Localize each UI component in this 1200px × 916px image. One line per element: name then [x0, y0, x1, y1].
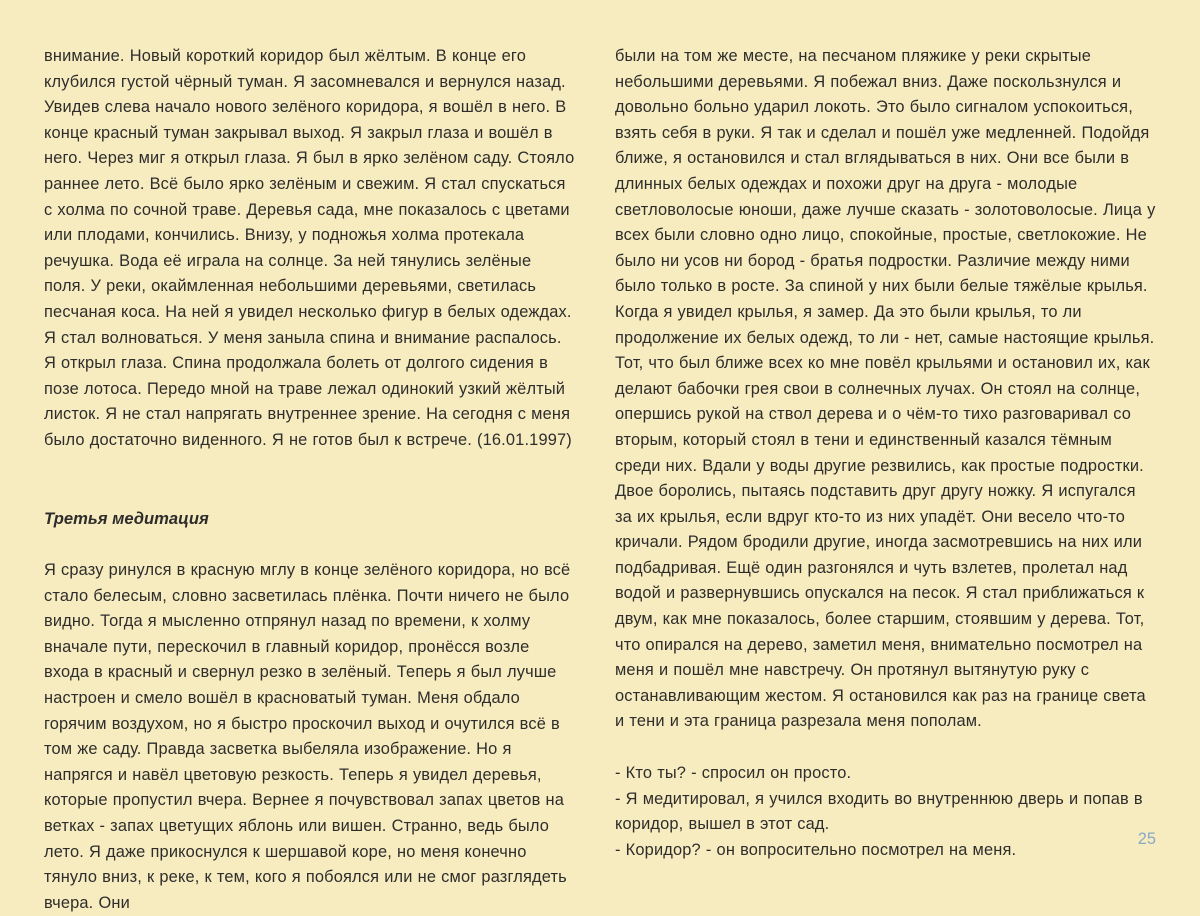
section-heading-third-meditation: Третья медитация: [44, 508, 209, 528]
left-column: [44, 44, 577, 912]
left-column-second-paragraph: Я сразу ринулся в красную мглу в конце зелёного коридора, но всё стало белесым, словно засветилась плёнка. Почти ничего не было видно. Тогда я мысленно отпрянул назад по времени, к холму вначале пути, перескочил в главный коридор, пронёсся возле входа в красный и свернул резко в зелёный. Теперь я был лучше настроен и смело вошёл в красноватый туман. Меня обдало горячим воздухом, но я быстро проскочил выход и очутился всё в том же саду. Правда засветка выбеляла изображение. Но я напрягся и навёл цветовую резкость. Теперь я увидел деревья, которые пропустил вчера. Вернее я почувствовал запах цветов на ветках - запах цветущих яблонь или вишен. Странно, ведь было лето. Я даже прикоснулся к шершавой коре, но меня конечно тянуло вниз, к реке, к тем, кого я побоялся или не смог разглядеть вчера. Они: [44, 561, 571, 912]
heading-bottom-spacer: [44, 531, 577, 558]
right-column-continued-paragraph: были на том же месте, на песчаном пляжике у реки скрытые небольшими деревьями. Я побежал вниз. Даже поскользнулся и довольно больно ударил локоть. Это было сигналом успокоиться, взять себя в руки. Я так и сделал и пошёл уже медленней. Подойдя ближе, я остановился и стал вглядываться в них. Они все были в длинных белых одеждах и похожи друг на друга - молодые светловолосые юноши, даже лучше сказать - золотоволосые. Лица у всех были словно одно лицо, спокойные, простые, светлокожие. Не было ни усов ни бород - братья подростки. Различие между ними было только в росте. За спиной у них были белые тяжёлые крылья. Когда я увидел крылья, я замер. Да это были крылья, то ли продолжение их белых одежд, то ли - нет, самые настоящие крылья. Тот, что был ближе всех ко мне повёл крыльями и остановил их, как делают бабочки грея свои в солнечных лучах. Он стоял на солнце, опершись рукой на ствол дерева и о чём-то тихо разговаривал со вторым, который стоял в тени и единственный казался тёмным среди них. Вдали у воды другие резвились, как простые подростки. Двое боролись, пытаясь подставить друг другу ножку. Я испугался за их крылья, если вдруг кто-то из них упадёт. Они весело что-то кричали. Рядом бродили другие, иногда засмотревшись на них или подбадривая. Ещё один разгонялся и чуть взлетев, пролетал над водой и развернувшись опускался на песок. Я стал приближаться к двум, как мне показалось, более старшим, стоявшим у дерева. Тот, что опирался на дерево, заметил меня, внимательно посмотрел на меня и пошёл мне навстречу. Он протянул вытянутую руку с останавливающим жестом. Я остановился как раз на границе света и тени и эта граница разрезала меня пополам.: [615, 47, 1156, 731]
dialogue-line: - Я медитировал, я учился входить во внутреннюю дверь и попав в коридор, вышел в этот сад.: [615, 789, 1143, 834]
dialogue-line: - Коридор? - он вопросительно посмотрел на меня.: [615, 840, 1017, 859]
dialogue-line: - Кто ты? - спросил он просто.: [615, 764, 852, 783]
page-number: 25: [1137, 830, 1156, 848]
dialogue-top-spacer: [615, 735, 1156, 761]
heading-top-spacer: [44, 454, 577, 506]
left-column-continued-paragraph: внимание. Новый короткий коридор был жёлтым. В конце его клубился густой чёрный туман. Я засомневался и вернулся назад. Увидев слева начало нового зелёного коридора, я вошёл в него. В конце красный туман закрывал выход. Я закрыл глаза и вошёл в него. Через миг я открыл глаза. Я был в ярко зелёном саду. Стояло раннее лето. Всё было ярко зелёным и свежим. Я стал спускаться с холма по сочной траве. Деревья сада, мне показалось с цветами или плодами, кончились. Внизу, у подножья холма протекала речушка. Вода её играла на солнце. За ней тянулись зелёные поля. У реки, окаймленная небольшими деревьями, светилась песчаная коса. На ней я увидел несколько фигур в белых одеждах. Я стал волноваться. У меня заныла спина и внимание распалось. Я открыл глаза. Спина продолжала болеть от долгого сидения в позе лотоса. Передо мной на траве лежал одинокий узкий жёлтый листок. Я не стал напрягать внутреннее зрение. На сегодня с меня было достаточно виденного. Я не готов был к встрече. (16.01.1997): [44, 47, 575, 449]
